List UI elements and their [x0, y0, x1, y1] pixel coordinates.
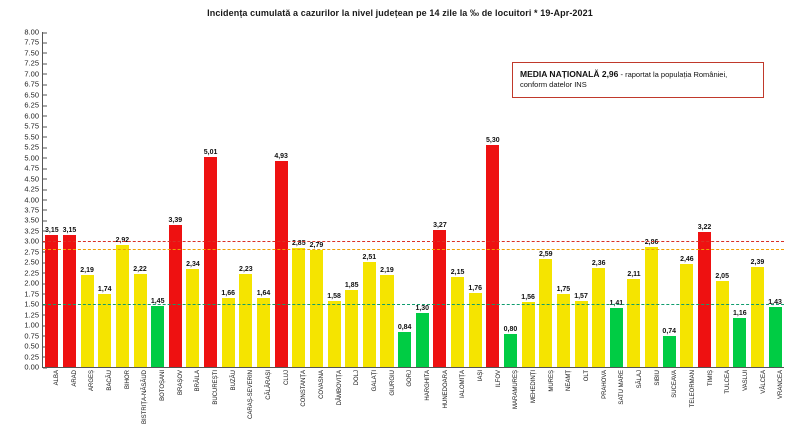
- bar-value-label: 3,15: [62, 227, 77, 235]
- x-tick-label: BRĂILA: [195, 370, 202, 392]
- bar-value-label: 2,19: [380, 267, 394, 275]
- bar: [380, 267, 394, 367]
- bar: [62, 227, 77, 367]
- y-tick-label: 4.25: [24, 185, 43, 194]
- bar-value-label: 2,34: [186, 261, 200, 269]
- y-tick-label: 8.00: [24, 28, 43, 37]
- x-tick-label: DÂMBOVIȚA: [336, 370, 343, 406]
- national-average-note: - raportat la populația României, conform datelor INS: [520, 70, 728, 90]
- y-tick-label: 1.25: [24, 310, 43, 319]
- y-tick-label: 7.25: [24, 59, 43, 68]
- bar-column: [96, 32, 114, 367]
- y-tick-label: 5.25: [24, 143, 43, 152]
- bar: [344, 281, 359, 367]
- y-tick-label: 2.50: [24, 258, 43, 267]
- reference-line-orange-threshold: [43, 249, 784, 250]
- bar-value-label: 2,59: [538, 250, 553, 258]
- bar-value-label: 0,74: [662, 328, 677, 336]
- bar: [168, 217, 183, 367]
- x-tick-label: VÂLCEA: [760, 370, 767, 394]
- bar: [697, 224, 712, 367]
- bar-column: [449, 32, 467, 367]
- bar: [644, 239, 659, 367]
- bar: [750, 258, 765, 367]
- x-tick-label: SĂLAJ: [637, 370, 643, 389]
- x-tick-label: COVASNA: [318, 370, 325, 399]
- y-tick-label: 6.50: [24, 90, 43, 99]
- y-tick-label: 5.75: [24, 122, 43, 131]
- bar-value-label: 0,84: [397, 323, 412, 331]
- bar-column: [114, 32, 132, 367]
- bar: [80, 267, 94, 367]
- bar: [221, 289, 236, 368]
- x-tick-label: SIBIU: [654, 370, 661, 386]
- bar-column: [325, 32, 343, 367]
- bar-value-label: 3,15: [45, 227, 59, 235]
- bar: [486, 137, 500, 367]
- bar: [450, 268, 465, 367]
- bar: [256, 290, 271, 367]
- national-average-headline: MEDIA NAȚIONALĂ 2,96: [520, 69, 619, 79]
- x-tick-label: PRAHOVA: [601, 370, 608, 399]
- bar: [203, 149, 218, 367]
- bar-value-label: 2,11: [627, 270, 641, 278]
- bar-value-label: 4,93: [274, 152, 288, 160]
- x-tick-label: MUREȘ: [548, 370, 555, 392]
- x-tick-label: GALAȚI: [371, 370, 378, 392]
- y-tick-label: 1.50: [24, 300, 43, 309]
- bar: [327, 292, 341, 367]
- bar: [309, 242, 324, 367]
- x-tick-label: ALBA: [53, 370, 60, 386]
- bar-column: [43, 32, 61, 367]
- x-tick-label: ARAD: [71, 370, 78, 387]
- bar: [397, 323, 412, 367]
- bar: [680, 256, 694, 367]
- bar-column: [149, 32, 167, 367]
- bar-value-label: 1,85: [344, 281, 359, 289]
- bar: [433, 222, 447, 367]
- y-tick-label: 3.00: [24, 237, 43, 246]
- bar-value-label: 2,92: [115, 236, 130, 244]
- bar-column: [343, 32, 361, 367]
- x-tick-label: TELEORMAN: [690, 370, 697, 408]
- bar-value-label: 1,64: [256, 290, 271, 298]
- bar: [45, 227, 59, 367]
- bar-column: [272, 32, 290, 367]
- y-tick-label: 2.00: [24, 279, 43, 288]
- x-tick-label: IAȘI: [477, 370, 484, 382]
- x-tick-label: HARGHITA: [424, 370, 431, 401]
- bar-column: [413, 32, 431, 367]
- bar: [732, 310, 747, 367]
- bar: [133, 266, 147, 367]
- chart-title: Incidența cumulată a cazurilor la nivel județean pe 14 zile la ‰ de locuitori * 19-Apr-2021: [207, 8, 593, 18]
- bar: [115, 236, 130, 367]
- bar: [627, 270, 641, 367]
- bar-value-label: 1,74: [97, 286, 112, 294]
- bar-value-label: 0,80: [503, 325, 518, 333]
- y-tick-label: 2.75: [24, 247, 43, 256]
- bar-value-label: 1,76: [468, 285, 482, 293]
- y-tick-label: 2.25: [24, 268, 43, 277]
- x-tick-label: VASLUI: [743, 370, 750, 391]
- x-axis-labels: [42, 370, 784, 444]
- bar: [150, 298, 165, 367]
- x-tick-label: DOLJ: [354, 370, 361, 386]
- bar: [274, 152, 288, 367]
- bar-column: [484, 32, 502, 367]
- bar-value-label: 5,30: [486, 137, 500, 145]
- x-tick-label: CĂLĂRAȘI: [265, 370, 272, 400]
- x-tick-label: SATU MARE: [619, 370, 626, 405]
- bar-value-label: 1,66: [221, 289, 236, 297]
- bar-value-label: 2,22: [133, 266, 147, 274]
- bar-value-label: 1,16: [732, 310, 747, 318]
- bar-value-label: 1,43: [768, 299, 782, 307]
- bar-value-label: 3,39: [168, 217, 183, 225]
- bar: [574, 293, 588, 367]
- x-tick-label: OLT: [583, 370, 590, 382]
- x-tick-label: CONSTANȚA: [301, 370, 308, 407]
- y-tick-label: 6.25: [24, 101, 43, 110]
- bar: [521, 293, 535, 367]
- x-tick-label: HUNEDOARA: [442, 370, 449, 409]
- x-tick-label: IALOMIȚA: [460, 370, 467, 399]
- x-tick-label: VRANCEA: [778, 370, 785, 400]
- x-tick-label: MEHEDINȚI: [530, 370, 537, 403]
- x-tick-label: SUCEAVA: [672, 370, 679, 398]
- bar-column: [255, 32, 273, 367]
- reference-line-red-threshold: [43, 241, 784, 242]
- bar-column: [766, 32, 784, 367]
- bar-column: [237, 32, 255, 367]
- bar-column: [290, 32, 308, 367]
- x-tick-label: CLUJ: [283, 370, 290, 386]
- y-tick-label: 4.50: [24, 174, 43, 183]
- x-tick-label: BACĂU: [106, 370, 113, 391]
- bar-value-label: 1,75: [556, 285, 571, 293]
- bar: [362, 253, 377, 367]
- bar-column: [396, 32, 414, 367]
- y-tick-label: 3.75: [24, 205, 43, 214]
- x-tick-label: MARAMUREȘ: [513, 370, 520, 410]
- y-tick-label: 5.00: [24, 153, 43, 162]
- y-tick-label: 6.75: [24, 80, 43, 89]
- x-tick-label: ILFOV: [495, 370, 502, 388]
- bar: [662, 328, 677, 367]
- bar-value-label: 1,45: [150, 298, 165, 306]
- bar-column: [431, 32, 449, 367]
- bar: [768, 299, 782, 367]
- y-tick-label: 7.75: [24, 38, 43, 47]
- bar: [715, 273, 729, 367]
- y-tick-label: 7.00: [24, 69, 43, 78]
- bar-value-label: 2,39: [750, 258, 765, 266]
- x-tick-label: TULCEA: [725, 370, 732, 394]
- y-tick-label: 0.25: [24, 352, 43, 361]
- bar-column: [184, 32, 202, 367]
- bar-value-label: 2,79: [309, 242, 324, 250]
- y-tick-label: 5.50: [24, 132, 43, 141]
- bar-column: [378, 32, 396, 367]
- y-tick-label: 7.50: [24, 48, 43, 57]
- bar-value-label: 2,51: [362, 253, 377, 261]
- bar-value-label: 2,05: [715, 273, 729, 281]
- y-tick-label: 4.75: [24, 164, 43, 173]
- bar-value-label: 2,15: [450, 268, 465, 276]
- reference-line-green-threshold: [43, 304, 784, 305]
- y-tick-label: 1.00: [24, 321, 43, 330]
- bar: [186, 261, 200, 367]
- y-tick-label: 0.50: [24, 342, 43, 351]
- bar-value-label: 1,41: [609, 299, 624, 307]
- bar: [538, 250, 553, 367]
- bar-value-label: 1,30: [415, 304, 430, 312]
- bar-value-label: 2,46: [680, 256, 694, 263]
- y-tick-label: 0.75: [24, 331, 43, 340]
- national-average-box: [512, 62, 764, 98]
- bar: [503, 325, 518, 368]
- bar-value-label: 1,57: [574, 293, 588, 301]
- bar-value-label: 5,01: [203, 149, 218, 157]
- bar-column: [78, 32, 96, 367]
- bar-value-label: 3,22: [697, 224, 712, 232]
- bar-value-label: 2,85: [291, 239, 306, 247]
- bar-value-label: 3,27: [433, 222, 447, 230]
- x-tick-label: BIHOR: [124, 370, 131, 390]
- y-tick-label: 1.75: [24, 289, 43, 298]
- x-tick-label: BUCUREȘTI: [212, 370, 219, 405]
- y-tick-label: 3.50: [24, 216, 43, 225]
- bar-column: [308, 32, 326, 367]
- bar: [591, 260, 606, 367]
- x-tick-label: TIMIȘ: [707, 370, 714, 386]
- bar-column: [166, 32, 184, 367]
- bar-value-label: 2,86: [644, 239, 659, 247]
- bar-column: [219, 32, 237, 367]
- y-tick-label: 0.00: [24, 363, 43, 372]
- bar-column: [361, 32, 379, 367]
- bar-column: [131, 32, 149, 367]
- bar: [239, 265, 253, 367]
- x-tick-label: GORJ: [407, 370, 414, 387]
- bar: [415, 304, 430, 367]
- x-tick-label: CARAȘ-SEVERIN: [248, 370, 255, 420]
- x-tick-label: ARGEȘ: [89, 370, 96, 392]
- y-tick-label: 6.00: [24, 111, 43, 120]
- bar-value-label: 2,19: [80, 267, 94, 275]
- x-tick-label: GIURGIU: [389, 370, 396, 396]
- y-tick-label: 3.25: [24, 226, 43, 235]
- x-tick-label: BUZĂU: [230, 370, 237, 391]
- bar: [609, 299, 624, 367]
- bar-value-label: 2,36: [591, 260, 606, 268]
- bar-value-label: 1,56: [521, 293, 535, 301]
- x-tick-label: BRAȘOV: [177, 370, 184, 396]
- x-tick-label: BISTRIȚA-NĂSĂUD: [142, 370, 149, 425]
- bar: [291, 239, 306, 367]
- bar-column: [61, 32, 79, 367]
- bar-value-label: 2,23: [239, 265, 253, 273]
- bar-column: [202, 32, 220, 367]
- y-tick-label: 4.00: [24, 195, 43, 204]
- x-tick-label: NEAMȚ: [566, 370, 573, 391]
- bar-column: [466, 32, 484, 367]
- x-tick-label: BOTOȘANI: [159, 370, 166, 401]
- bar-value-label: 1,58: [327, 292, 341, 300]
